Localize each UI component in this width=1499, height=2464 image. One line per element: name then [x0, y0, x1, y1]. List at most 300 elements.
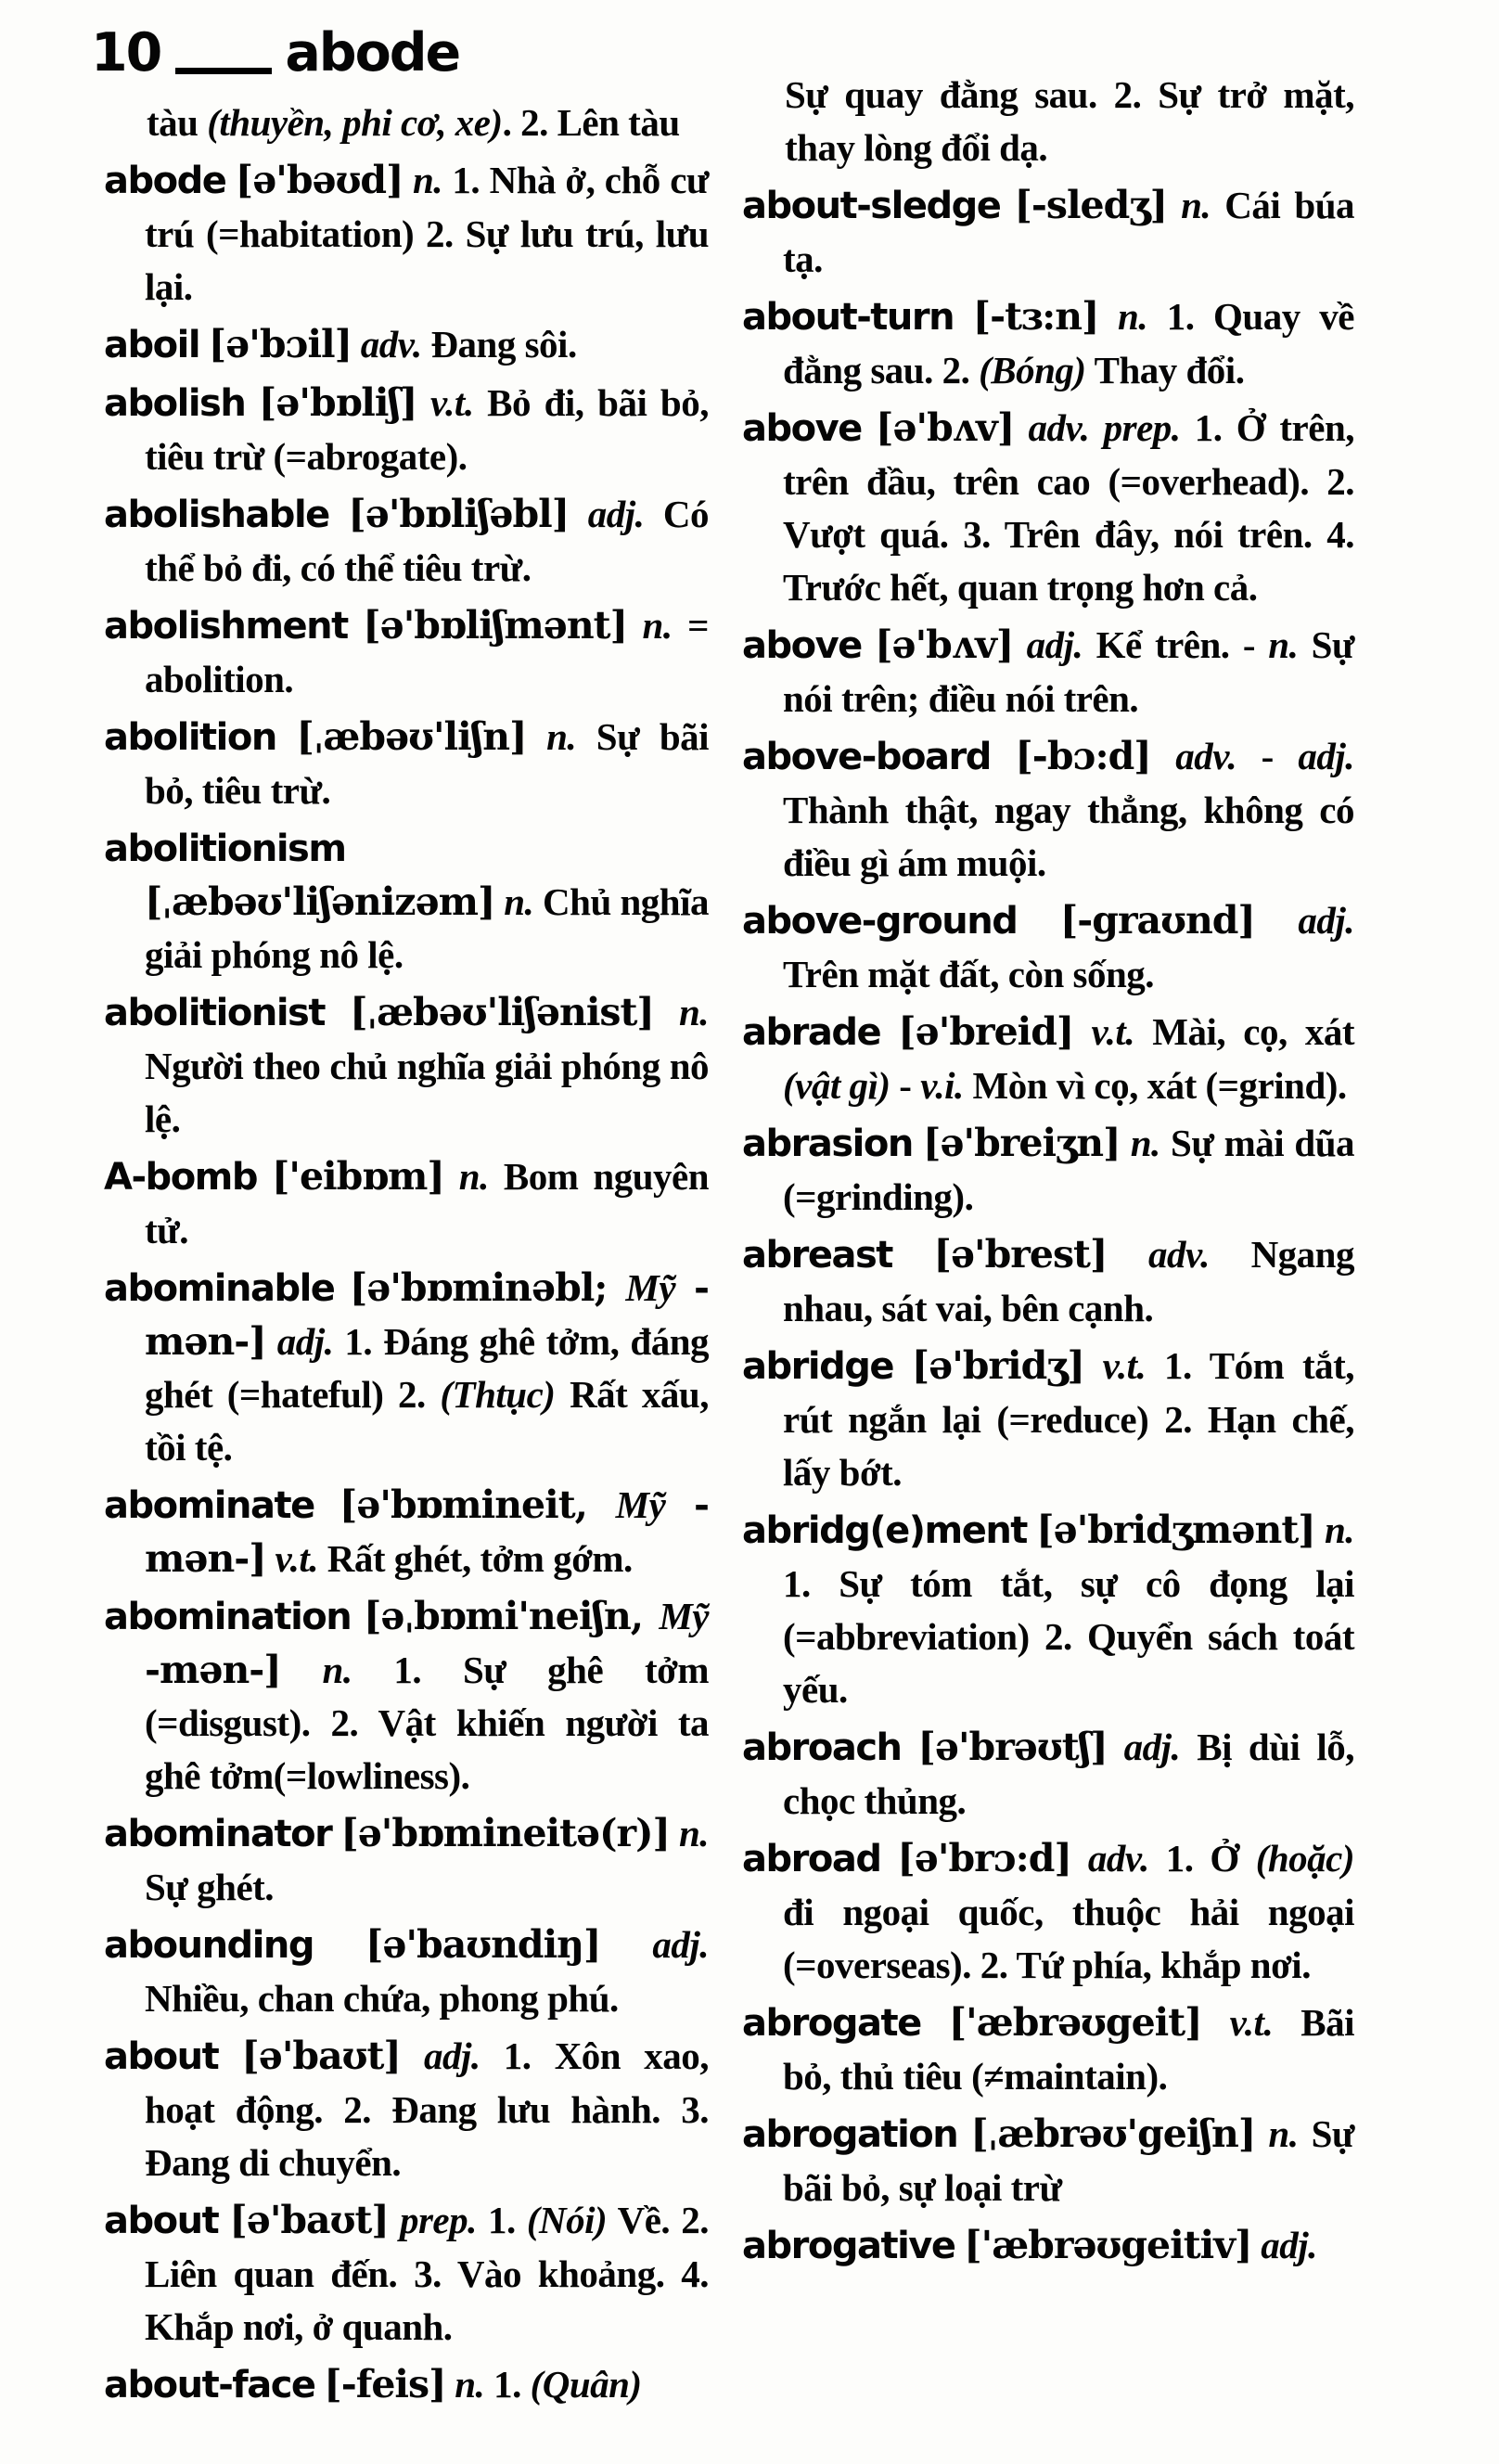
- phonetic-transcription: [-bɔ:d]: [1015, 734, 1151, 778]
- headword: abominate: [104, 1484, 314, 1527]
- definition-text: .: [460, 1754, 470, 1797]
- italic-label: n.: [322, 1649, 352, 1691]
- definition-text: [1315, 1508, 1325, 1551]
- headword: about: [104, 2200, 219, 2242]
- italic-label: n.: [1118, 295, 1148, 338]
- definition-text: [991, 735, 1016, 777]
- definition-text: [1151, 735, 1176, 777]
- phonetic-transcription: ['æbrəʊgeit]: [948, 2000, 1202, 2045]
- bold-text: 2.: [426, 212, 454, 255]
- dictionary-entry: [742, 1504, 1354, 1716]
- definition-text: [414, 212, 426, 255]
- phonetic-transcription: [ˌæbəʊ'liʃənist]: [350, 990, 654, 1034]
- definition-text: [477, 2199, 488, 2241]
- italic-label: v.t.: [1091, 1010, 1135, 1053]
- definition-text: [404, 159, 413, 201]
- definition-text: [383, 1373, 398, 1416]
- definition-text: [1202, 2001, 1230, 2044]
- dictionary-entry: [104, 711, 709, 817]
- headword: abounding: [104, 1924, 314, 1967]
- definition-text: đi ngoại quốc, thuộc hải ngoại: [783, 1891, 1354, 1933]
- guide-separator-line: [175, 68, 272, 74]
- definition-text: .: [1337, 1064, 1347, 1107]
- definition-text: [1098, 295, 1118, 338]
- bold-text: 2.: [330, 1701, 359, 1744]
- definition-text: [1181, 406, 1195, 449]
- definition-text: [389, 2199, 400, 2241]
- bold-text: 4.: [681, 2252, 710, 2295]
- dictionary-entry: [104, 599, 709, 706]
- definition-text: [442, 159, 452, 201]
- italic-label: (Quân): [530, 2363, 642, 2406]
- definition-text: Sự tóm tắt, sự cô đọng lại: [810, 1562, 1354, 1605]
- bold-text: 2.: [343, 2088, 371, 2131]
- definition-text: [862, 406, 876, 449]
- definition-text: [281, 1649, 323, 1691]
- italic-label: n.: [642, 604, 673, 647]
- dictionary-entry: [104, 986, 709, 1146]
- phonetic-transcription: [ˌæbəʊ'liʃənizəm]: [145, 879, 495, 924]
- bold-text: 1.: [503, 2034, 532, 2077]
- dictionary-entry: [104, 154, 709, 314]
- dictionary-entry: [742, 179, 1354, 286]
- phonetic-transcription: -mən-]: [145, 1482, 709, 1581]
- definition-text: Rất ghét, tởm gớm.: [318, 1537, 633, 1580]
- definition-text: [1255, 2112, 1268, 2155]
- definition-text: [218, 2199, 229, 2241]
- definition-text: Vào khoảng.: [441, 2252, 682, 2295]
- definition-text: [351, 1595, 364, 1637]
- italic-label: n.: [678, 991, 709, 1033]
- italic-label: n.: [1130, 1122, 1160, 1164]
- italic-label: adj.: [276, 1320, 334, 1363]
- definition-text: [334, 1266, 349, 1309]
- bold-text: 1.: [488, 2199, 516, 2241]
- definition-text: Khắp nơi, ở quanh.: [145, 2305, 453, 2348]
- definition-text: [446, 2363, 455, 2406]
- bold-text: 1.: [783, 1562, 811, 1605]
- definition-text: Người theo chủ nghĩa giải phóng nô lệ.: [145, 1045, 709, 1140]
- bold-text: 2.: [942, 349, 970, 391]
- italic-label: adv.: [1175, 735, 1237, 777]
- definition-text: [673, 604, 688, 647]
- dictionary-entry: [104, 1150, 709, 1257]
- phonetic-transcription: [ə'bʌv]: [876, 405, 1015, 450]
- definition-text: [314, 1923, 365, 1966]
- headword: abrogation: [742, 2113, 958, 2156]
- phonetic-transcription: [ə'breiʒn]: [923, 1121, 1121, 1165]
- definition-text: .: [962, 1944, 980, 1986]
- dictionary-entry: [742, 2108, 1354, 2214]
- headword: abode: [104, 160, 226, 202]
- phonetic-transcription: [ə'bɒliʃ]: [258, 380, 417, 425]
- definition-text: Bỏ đi, bãi bỏ, tiêu trừ: [145, 381, 709, 478]
- definition-text: Về.: [607, 2199, 682, 2241]
- italic-label: adj.: [1298, 899, 1355, 942]
- definition-text: Mài, cọ, xát: [1134, 1010, 1355, 1053]
- bold-text: (=grinding): [783, 1175, 965, 1218]
- italic-label: adj.: [1026, 623, 1083, 666]
- definition-text: [331, 1812, 340, 1854]
- italic-label: (Nói): [526, 2199, 608, 2241]
- bold-text: 3.: [963, 513, 991, 556]
- definition-text: Xôn xao, hoạt động.: [145, 2034, 710, 2131]
- italic-label: v.t.: [1102, 1344, 1147, 1387]
- definition-text: [352, 323, 361, 366]
- bold-text: = abolition.: [145, 604, 710, 700]
- definition-text: [199, 323, 209, 366]
- bold-text: 1.: [1166, 295, 1195, 338]
- definition-text: Có thể bỏ đi, có thể tiêu trừ.: [145, 493, 710, 589]
- italic-label: v.t.: [275, 1537, 319, 1580]
- definition-text: [902, 1726, 918, 1768]
- headword: about: [104, 2035, 219, 2078]
- dictionary-entry: [104, 822, 709, 982]
- definition-text: [329, 493, 349, 535]
- definition-text: Chủ nghĩa giải phóng nô lệ.: [145, 880, 710, 976]
- definition-text: .: [457, 435, 468, 478]
- phonetic-transcription: [-sledʒ]: [1014, 183, 1167, 227]
- dictionary-entry: [742, 1006, 1354, 1112]
- dictionary-entry: [104, 488, 709, 595]
- definition-text: .: [1300, 460, 1327, 503]
- bold-text: (=overhead): [1108, 460, 1300, 503]
- dictionary-entry: [742, 1228, 1354, 1335]
- phonetic-transcription: [-graʊnd]: [1059, 898, 1255, 943]
- phonetic-transcription: [ə'bəʊd]: [235, 158, 404, 202]
- italic-label: n.: [1268, 623, 1299, 666]
- definition-text: Ngang nhau, sát vai, bên cạnh.: [783, 1233, 1354, 1329]
- definition-text: [1121, 1122, 1131, 1164]
- bold-text: 1.: [1163, 1344, 1192, 1387]
- phonetic-transcription: [ə'bɒmineit,: [339, 1482, 616, 1527]
- definition-text: Liên quan đến.: [145, 2252, 415, 2295]
- definition-text: [426, 1373, 441, 1416]
- definition-text: [654, 991, 679, 1033]
- headword: above-board: [742, 736, 991, 778]
- definition-text: -: [890, 1064, 921, 1107]
- bold-text: 1.: [1165, 1837, 1194, 1880]
- bold-text: (=hateful): [226, 1373, 384, 1416]
- italic-label: n.: [1324, 1508, 1355, 1551]
- phonetic-transcription: [ə'brɔ:d]: [897, 1836, 1071, 1880]
- bold-text: 4.: [1326, 513, 1354, 556]
- italic-label: n.: [546, 715, 577, 758]
- dictionary-entry: [104, 1479, 709, 1585]
- dictionary-entry: [104, 2030, 709, 2189]
- italic-label: Mỹ: [625, 1266, 676, 1309]
- headword: abridge: [742, 1345, 893, 1388]
- headword: abrade: [742, 1011, 881, 1054]
- dictionary-entry: [742, 1117, 1354, 1224]
- definition-text: Ở trên, trên đầu, trên cao: [783, 406, 1354, 503]
- dictionary-entry: [104, 377, 709, 483]
- definition-text: [1071, 1837, 1088, 1880]
- italic-label: adj.: [1298, 735, 1354, 777]
- definition-text: Thay đổi.: [1085, 349, 1245, 391]
- italic-label: (vật gì): [783, 1064, 890, 1107]
- definition-text: [1149, 1837, 1166, 1880]
- definition-text: [1251, 2224, 1261, 2266]
- definition-text: [315, 2363, 325, 2406]
- bold-text: 3.: [681, 2088, 709, 2131]
- definition-text: [862, 623, 875, 666]
- definition-text: Quyển sách toát yếu.: [783, 1615, 1354, 1711]
- headword: about-sledge: [742, 185, 1001, 227]
- definition-text: [1255, 899, 1299, 942]
- definition-text: [416, 381, 430, 424]
- bold-text: 2.: [1113, 73, 1142, 116]
- italic-label: v.t.: [1229, 2001, 1274, 2044]
- definition-text: [892, 1233, 934, 1276]
- phonetic-transcription: [əˌbɒmi'neiʃn,: [364, 1594, 660, 1638]
- dictionary-entry: [104, 318, 709, 372]
- definition-text: [352, 1649, 394, 1691]
- bold-text: 2.: [1044, 1615, 1072, 1658]
- definition-text: Sự bãi bỏ, tiêu trừ.: [145, 715, 710, 812]
- definition-text: Lên tàu: [547, 101, 680, 144]
- bold-text: 1.: [493, 2363, 521, 2406]
- italic-label: adj.: [587, 493, 645, 535]
- definition-text: [266, 1537, 275, 1580]
- dictionary-entry: [104, 1262, 709, 1474]
- italic-label: n.: [1181, 184, 1211, 226]
- headword: abroad: [742, 1838, 881, 1880]
- left-column: [104, 96, 709, 2417]
- definition-text: [880, 1010, 898, 1053]
- bold-text: (=abbreviation): [783, 1615, 1030, 1658]
- definition-text: .: [964, 1175, 974, 1218]
- definition-text: Vật khiến người ta ghê tởm: [145, 1701, 710, 1797]
- italic-label: n.: [455, 2363, 485, 2406]
- dictionary-entry: [742, 290, 1354, 397]
- definition-text: [1030, 1615, 1044, 1658]
- definition-text: [218, 2034, 241, 2077]
- definition-text: [516, 2199, 527, 2241]
- phonetic-transcription: [ˌæbəʊ'liʃn]: [296, 714, 527, 759]
- dictionary-entry: [104, 2358, 709, 2412]
- definition-text: [245, 381, 259, 424]
- definition-text: [954, 295, 973, 338]
- phonetic-transcription: [ˌæbrəʊ'geiʃn]: [970, 2111, 1256, 2156]
- italic-label: adv. prep.: [1028, 406, 1181, 449]
- definition-text: [957, 2112, 970, 2155]
- italic-label: adj.: [423, 2034, 480, 2077]
- dictionary-entry: [104, 2194, 709, 2354]
- italic-label: (Bóng): [979, 349, 1086, 391]
- definition-text: [1148, 1398, 1164, 1441]
- definition-text: [527, 715, 547, 758]
- bold-text: (=disgust): [145, 1701, 301, 1744]
- dictionary-entry: [742, 402, 1354, 614]
- definition-text: tàu: [147, 101, 208, 144]
- dictionary-entry: [742, 619, 1354, 725]
- headword: above-ground: [742, 900, 1018, 943]
- definition-text: [494, 880, 504, 923]
- bold-text: 2.: [1164, 1398, 1192, 1441]
- headword: abreast: [742, 1234, 892, 1277]
- phonetic-transcription: ['eibɒm]: [272, 1154, 444, 1199]
- headword: abominable: [104, 1267, 335, 1310]
- bold-text: (=reduce): [996, 1398, 1149, 1441]
- italic-label: n.: [678, 1812, 710, 1854]
- italic-label: n.: [1268, 2112, 1299, 2155]
- definition-text: Hạn chế, lấy bớt.: [783, 1398, 1354, 1494]
- phonetic-transcription: ['æbrəʊgeitiv]: [964, 2223, 1252, 2267]
- definition-text: Tóm tắt, rút ngắn lại: [783, 1344, 1355, 1441]
- headword: abolishable: [104, 494, 329, 536]
- bold-text: 1.: [1194, 406, 1223, 449]
- bold-text: (=overseas): [783, 1944, 963, 1986]
- dictionary-entry: [742, 894, 1354, 1001]
- phonetic-transcription: [ə'bridʒmənt]: [1036, 1508, 1315, 1552]
- definition-text: [1084, 1344, 1103, 1387]
- italic-label: adj.: [1261, 2224, 1317, 2266]
- headword: abolition: [104, 716, 276, 759]
- definition-text: Bom nguyên tử.: [145, 1155, 710, 1251]
- page-number: 10: [91, 22, 161, 83]
- definition-text: [1000, 184, 1014, 226]
- definition-text: [1107, 1233, 1148, 1276]
- page-header: [91, 22, 459, 83]
- definition-text: Quay về đằng sau.: [783, 295, 1355, 391]
- bold-text: 3.: [414, 2252, 442, 2295]
- italic-label: adv.: [1087, 1837, 1149, 1880]
- definition-text: [1167, 184, 1181, 226]
- definition-text: Ở: [1193, 1837, 1256, 1880]
- definition-text: [225, 159, 235, 201]
- phonetic-transcription: [ə'bɒmineitə(r)]: [340, 1811, 670, 1855]
- headword: about-turn: [742, 296, 954, 339]
- bold-text: (≠maintain): [971, 2055, 1159, 2098]
- definition-text: Kể trên. -: [1083, 623, 1269, 666]
- bold-text: (=grind): [1205, 1064, 1338, 1107]
- definition-text: Bãi bỏ, thủ tiêu: [783, 2001, 1354, 2098]
- phonetic-transcription: [ə'baʊndiŋ]: [365, 1922, 601, 1967]
- guide-word: abode: [285, 22, 460, 83]
- definition-text: Đang di chuyển.: [145, 2141, 402, 2184]
- bold-text: (=abrogate): [273, 435, 458, 478]
- phonetic-transcription: [ə'baʊt]: [241, 2034, 401, 2078]
- headword: abridg(e)ment: [742, 1509, 1027, 1552]
- definition-text: [1146, 1344, 1164, 1387]
- definition-text: [325, 991, 350, 1033]
- headword: A-bomb: [104, 1156, 257, 1199]
- dictionary-entry: [104, 1919, 709, 2025]
- definition-text: [1013, 623, 1026, 666]
- headword: abolitionist: [104, 992, 325, 1034]
- definition-text: Vượt quá.: [783, 513, 964, 556]
- bold-text: (=lowliness): [273, 1754, 461, 1797]
- continuation-paragraph: [104, 96, 709, 149]
- headword: abrogative: [742, 2225, 955, 2267]
- definition-text: [266, 1320, 277, 1363]
- definition-text: [1147, 295, 1167, 338]
- phonetic-transcription: [ə'bɒliʃmənt]: [363, 603, 627, 648]
- italic-label: (Thtục): [440, 1373, 556, 1416]
- phonetic-transcription: [ə'baʊt]: [229, 2198, 389, 2242]
- headword: abrasion: [742, 1123, 913, 1165]
- bold-text: 2.: [520, 101, 548, 144]
- definition-text: [484, 2363, 493, 2406]
- dictionary-entry: [104, 1807, 709, 1914]
- dictionary-entry: [742, 1996, 1354, 2103]
- definition-text: [401, 2034, 424, 2077]
- definition-text: [1073, 1010, 1091, 1053]
- definition-text: [348, 604, 364, 647]
- italic-label: v.i.: [920, 1064, 964, 1107]
- definition-text: Trên đây, nói trên.: [990, 513, 1327, 556]
- dictionary-entry: [742, 730, 1354, 890]
- definition-text: Cái búa tạ.: [783, 184, 1355, 280]
- bold-text: (=habitation): [206, 212, 415, 255]
- italic-label: n.: [412, 159, 442, 201]
- italic-label: v.t.: [430, 381, 474, 424]
- definition-text: Bị dùi lỗ, chọc thủng.: [783, 1726, 1355, 1822]
- definition-text: [1108, 1726, 1124, 1768]
- continuation-paragraph: [742, 69, 1354, 174]
- definition-text: Trên mặt đất, còn sống.: [783, 953, 1155, 995]
- bold-text: 2.: [980, 1944, 1008, 1986]
- definition-text: Thành thật, ngay thẳng, không có điều gì ám muội.: [783, 789, 1354, 884]
- headword: abolish: [104, 382, 246, 425]
- phonetic-transcription: [ə'breid]: [898, 1009, 1074, 1054]
- definition-text: .: [502, 101, 521, 144]
- definition-text: [257, 1155, 272, 1198]
- definition-text: [569, 493, 588, 535]
- dictionary-entry: [104, 1590, 709, 1803]
- definition-text: Sự bãi bỏ, sự loại trừ: [783, 2112, 1355, 2209]
- headword: abomination: [104, 1596, 352, 1638]
- bold-text: 1.: [344, 1320, 373, 1363]
- definition-text: [880, 1837, 897, 1880]
- definition-text: Sự mài dũa: [1159, 1122, 1354, 1164]
- definition-text: Trước hết, quan trọng hơn cả.: [783, 566, 1258, 609]
- definition-text: [913, 1122, 923, 1164]
- italic-label: adv.: [360, 323, 422, 366]
- headword: abrogate: [742, 2002, 921, 2045]
- headword: aboil: [104, 324, 200, 366]
- phonetic-transcription: -mən-]: [145, 1265, 709, 1364]
- definition-text: [333, 1320, 344, 1363]
- definition-text: [670, 1812, 679, 1854]
- definition-text: [444, 1155, 459, 1198]
- definition-text: Đáng ghê tởm, đáng ghét: [145, 1320, 710, 1416]
- headword: about-face: [104, 2364, 315, 2406]
- definition-text: [969, 349, 979, 391]
- right-column: [742, 69, 1354, 2278]
- headword: above: [742, 407, 862, 450]
- italic-label: Mỹ: [659, 1595, 709, 1637]
- italic-label: adv.: [1148, 1233, 1210, 1276]
- dictionary-entry: [742, 1832, 1354, 1992]
- definition-text: Đang sôi.: [421, 323, 577, 366]
- italic-label: (hoặc): [1255, 1837, 1355, 1880]
- dictionary-entry: [742, 1340, 1354, 1499]
- definition-text: [893, 1344, 912, 1387]
- definition-text: [1017, 899, 1060, 942]
- phonetic-transcription: [ə'bɒliʃəbl]: [348, 492, 570, 536]
- headword: abominator: [104, 1813, 332, 1855]
- phonetic-transcription: -mən-]: [145, 1648, 281, 1692]
- definition-text: [627, 604, 643, 647]
- dictionary-entry: [742, 1721, 1354, 1828]
- definition-text: [521, 2363, 531, 2406]
- definition-text: [921, 2001, 949, 2044]
- definition-text: Sự trở mặt, thay lòng đổi dạ.: [785, 73, 1354, 169]
- bold-text: 2.: [681, 2199, 710, 2241]
- headword: abolishment: [104, 605, 348, 648]
